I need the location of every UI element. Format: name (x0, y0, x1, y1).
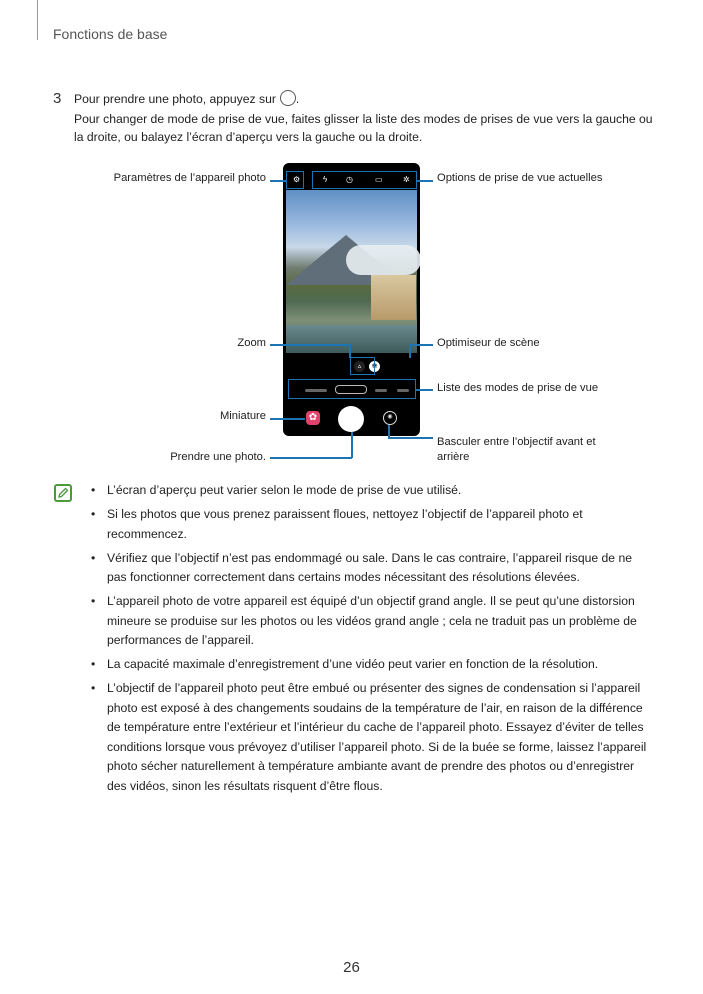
note-pencil-icon (54, 484, 72, 502)
shutter-button-icon (280, 90, 296, 106)
callout-box (350, 357, 375, 375)
callout-box (288, 379, 416, 399)
cloud-image (346, 245, 420, 275)
callout-take-photo: Prendre une photo. (170, 451, 266, 463)
timer-icon: ◷ (346, 175, 353, 184)
callout-zoom: Zoom (237, 337, 266, 349)
callout-box (286, 171, 304, 189)
callout-line (351, 432, 353, 458)
step-number: 3 (53, 90, 62, 107)
zoom-wide-button[interactable]: ▵ (354, 361, 365, 372)
callout-line (270, 344, 350, 346)
callout-line (270, 418, 305, 420)
zoom-tele-button[interactable]: ❀ (369, 361, 380, 372)
callout-line (410, 344, 433, 346)
callout-line (270, 457, 352, 459)
callout-line (270, 180, 286, 182)
callout-line (416, 389, 433, 391)
callout-camera-settings: Paramètres de l’appareil photo (113, 172, 266, 184)
step-line-3: la droite, ou balayez l’écran d’aperçu vers la gauche ou la droite. (74, 130, 423, 144)
callout-switch-line-1: Basculer entre l’objectif avant et (437, 436, 596, 448)
switch-camera-button[interactable]: ◉ (383, 411, 397, 425)
camera-preview (286, 190, 417, 353)
step-line-1: Pour prendre une photo, appuyez sur . (74, 92, 300, 106)
notes-list (91, 481, 651, 801)
list-item: • Si les photos que vous prenez paraissent floues, nettoyez l’objectif de l’appareil photo et recommencez. (91, 507, 583, 541)
list-item: • L’objectif de l’appareil photo peut être embué ou présenter des signes de condensation si l’appareil photo est exposé à des changements soudains de la température de l’air, en raison de la différence de température entre l’extérieur et l’intérieur du cache de l’appareil photo. Essayez d’éviter de telles conditions lorsque vous prévoyez d’utiliser l’appareil photo. Si de la buée se forme, laissez l’appareil photo sécher naturellement à température ambiante avant de prendre des photos ou d’enregistrer des vidéos, sinon les résultats risquent d’être flous. (91, 681, 647, 793)
list-item: • L’écran d’aperçu peut varier selon le mode de prise de vue utilisé. (91, 483, 462, 497)
list-item: • La capacité maximale d’enregistrement d’une vidéo peut varier en fonction de la résolution. (91, 657, 599, 671)
callout-line (417, 180, 433, 182)
callout-line (349, 344, 351, 358)
header-divider (37, 0, 38, 40)
callout-switch-line-2: arrière (437, 451, 470, 463)
thumbnail-button[interactable]: ✿ (306, 411, 320, 425)
town-image (371, 275, 416, 320)
callout-scene-optimizer: Optimiseur de scène (437, 337, 540, 349)
ratio-icon: ▭ (375, 175, 383, 184)
flash-icon: ϟ (323, 175, 328, 184)
lake-image (286, 325, 417, 353)
callout-line (409, 344, 411, 358)
shutter-button[interactable] (338, 406, 364, 432)
callout-box (312, 171, 417, 189)
callout-mode-list: Liste des modes de prise de vue (437, 382, 599, 394)
page-number: 26 (343, 959, 360, 976)
callout-current-options: Options de prise de vue actuelles (437, 172, 603, 184)
section-title: Fonctions de base (53, 26, 168, 42)
callout-line (388, 437, 433, 439)
gear-icon: ⚙ (293, 175, 301, 184)
list-item: • L’appareil photo de votre appareil est équipé d’un objectif grand angle. Il se peut qu’une distorsion mineure se produise sur les photos ou les vidéos grand angle ; cela ne traduit pas un problème de performances de l’appareil. (91, 594, 637, 647)
step-line-2: Pour changer de mode de prise de vue, faites glisser la liste des modes de prises de vue vers la gauche ou (74, 112, 653, 126)
filter-icon: ✲ (403, 175, 410, 184)
list-item: • Vérifiez que l’objectif n’est pas endommagé ou sale. Dans le cas contraire, l’appareil risque de ne pas fonctionner correctement dans certains modes nécessitant des résolutions élevées. (91, 550, 633, 584)
callout-thumbnail: Miniature (219, 410, 266, 422)
